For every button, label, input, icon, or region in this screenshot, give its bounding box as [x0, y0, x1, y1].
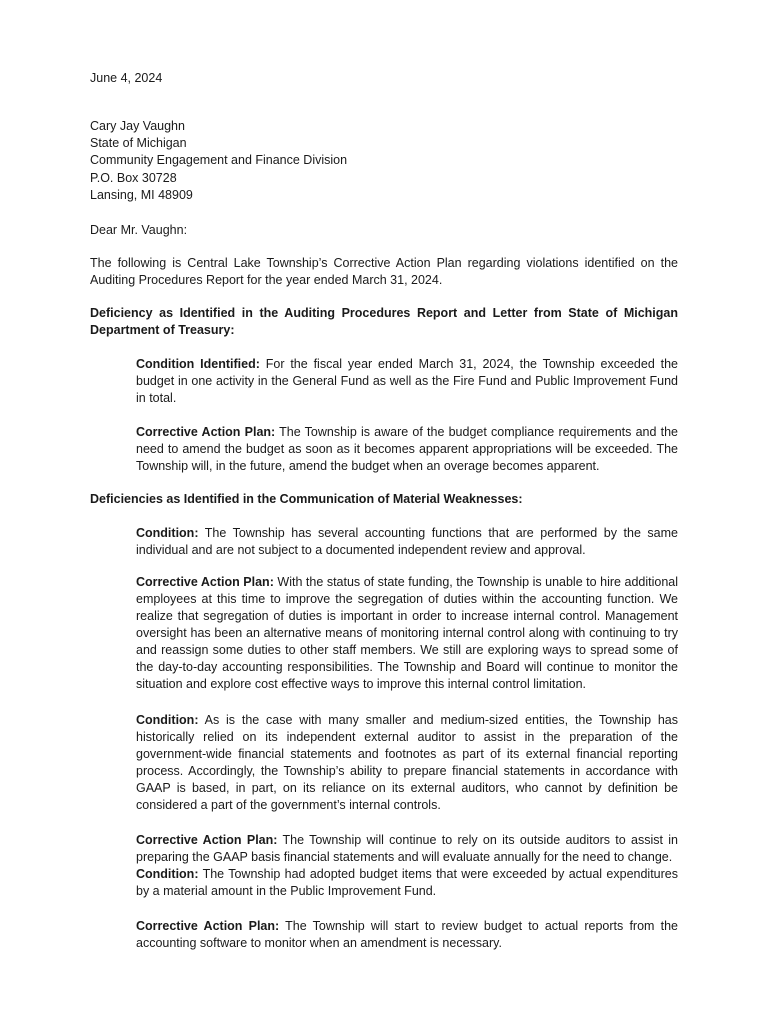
section1-heading: Deficiency as Identified in the Auditing Procedures Report and Letter from State of Michigan Department of Treasury:	[90, 306, 678, 337]
plan-label: Corrective Action Plan:	[136, 919, 280, 933]
recipient-box: P.O. Box 30728	[90, 170, 177, 185]
section2-plan-2	[136, 832, 678, 866]
condition-label: Condition:	[136, 713, 199, 727]
letter-date: June 4, 2024	[90, 71, 163, 85]
condition-label: Condition Identified:	[136, 357, 260, 371]
section2-condition-2	[136, 712, 678, 814]
condition-text: As is the case with many smaller and medium-sized entities, the Township has historically relied on its independent external auditor to assist in the preparation of the government-wide financial statements and footnotes as part of its external financial reporting process. Accordingly, the Township’s ability to prepare financial statements in accordance with GAAP is based, in part, on its reliance on its external auditors, who cannot by definition be considered a part of the government’s internal controls.	[136, 713, 678, 812]
section2-plan-1	[136, 574, 678, 693]
section1-plan	[136, 424, 678, 475]
plan-text: With the status of state funding, the Township is unable to hire additional employees at this time to improve the segregation of duties within the accounting function. We realize that segregation of duties is important in order to increase internal control. Management oversight has been an alternative means of monitoring internal control along with continuing to try and reassign some duties to other staff members. We still are exploring ways to spread some of the day-to-day accounting responsibilities. The Township and Board will continue to monitor the situation and explore cost effective ways to improve this internal control limitation.	[136, 575, 679, 691]
recipient-city: Lansing, MI 48909	[90, 187, 193, 202]
recipient-org: State of Michigan	[90, 136, 187, 151]
section2-plan-3	[136, 918, 678, 952]
section1-condition	[136, 356, 678, 407]
section2-plan-2-group	[136, 832, 678, 900]
plan-text: The Township will continue to rely on its outside auditors to assist in preparing the GAAP basis financial statements and will evaluate annually for the need to change.	[136, 833, 678, 864]
condition-text: The Township has several accounting functions that are performed by the same individual and are not subject to a documented independent review and approval.	[136, 526, 678, 557]
condition-label: Condition:	[136, 526, 199, 540]
section2-condition-3	[136, 866, 678, 900]
intro-paragraph: The following is Central Lake Township’s Corrective Action Plan regarding violations identified on the Auditing Procedures Report for the year ended March 31, 2024.	[90, 256, 678, 287]
recipient-address	[90, 118, 347, 204]
section2-heading: Deficiencies as Identified in the Communication of Material Weaknesses:	[90, 492, 523, 506]
salutation: Dear Mr. Vaughn:	[90, 223, 188, 237]
section2-condition-1	[136, 525, 678, 559]
plan-label: Corrective Action Plan:	[136, 833, 278, 847]
condition-text: For the fiscal year ended March 31, 2024, the Township exceeded the budget in one activity in the General Fund as well as the Fire Fund and Public Improvement Fund in total.	[136, 357, 678, 405]
condition-text: The Township had adopted budget items that were exceeded by actual expenditures by a material amount in the Public Improvement Fund.	[136, 867, 678, 898]
recipient-division: Community Engagement and Finance Division	[90, 153, 348, 168]
recipient-name: Cary Jay Vaughn	[90, 119, 185, 133]
plan-text: The Township will start to review budget to actual reports from the accounting software to monitor when an amendment is necessary.	[136, 919, 678, 950]
plan-text: The Township is aware of the budget compliance requirements and the need to amend the budget as soon as it becomes apparent appropriations will be exceeded. The Township will, in the future, amend the budget when an overage becomes apparent.	[136, 425, 678, 473]
condition-label: Condition:	[136, 867, 199, 881]
plan-label: Corrective Action Plan:	[136, 425, 276, 439]
plan-label: Corrective Action Plan:	[136, 575, 274, 589]
